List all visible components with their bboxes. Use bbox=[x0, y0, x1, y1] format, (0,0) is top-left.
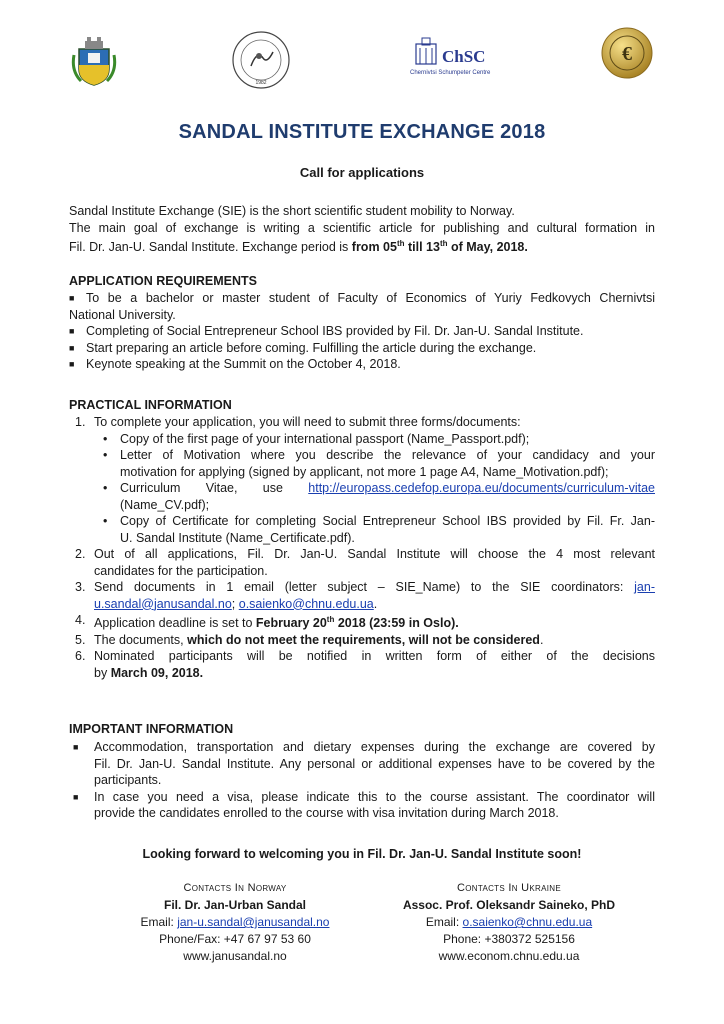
doc-bullet-cont: motivation for applying (signed by applicant, not more 1 page A4, Name_Motivation.pdf); bbox=[120, 464, 609, 479]
doc-bullet: • Curriculum Vitae, use http://europass.cedefop.europa.eu/documents/curriculum-vitae bbox=[103, 481, 655, 495]
practical-item-5: 5. The documents, which do not meet the requirements, will not be considered. bbox=[75, 632, 544, 647]
intro-text: Fil. Dr. Jan-U. Sandal Institute. Exchange period is bbox=[69, 240, 352, 255]
practical-heading: PRACTICAL INFORMATION bbox=[69, 398, 232, 412]
contact-phone: Phone/Fax: +47 67 97 53 60 bbox=[159, 932, 311, 946]
svg-text:1982: 1982 bbox=[255, 80, 267, 86]
contacts-norway-heading: Contacts In Norway bbox=[183, 882, 287, 894]
page-title: SANDAL INSTITUTE EXCHANGE 2018 bbox=[178, 121, 546, 143]
important-item-cont: participants. bbox=[94, 773, 162, 787]
chsc-subtext: Chernivtsi Schumpeter Centre bbox=[410, 70, 491, 76]
email-link-norway[interactable]: u.sandal@janusandal.no bbox=[94, 596, 232, 611]
email-link-ukraine[interactable]: o.saienko@chnu.edu.ua bbox=[238, 596, 374, 611]
practical-item-2: 2. Out of all applications, Fil. Dr. Jan-U. Sandal Institute will choose the 4 most relevant bbox=[75, 547, 655, 561]
europass-link[interactable]: http://europass.cedefop.europa.eu/documents/curriculum-vitae bbox=[308, 481, 655, 495]
chsc-text: ChSC bbox=[442, 47, 486, 66]
intro-line-3 bbox=[69, 236, 655, 256]
doc-bullet-cont: (Name_CV.pdf); bbox=[120, 497, 210, 512]
contact-email-row: Email: o.saienko@chnu.edu.ua bbox=[425, 915, 593, 929]
important-item: ■ In case you need a visa, please indicate this to the course assistant. The coordinator will bbox=[73, 789, 655, 804]
svg-text:€: € bbox=[622, 43, 632, 65]
practical-item-3-cont: u.sandal@janusandal.no; o.saienko@chnu.edu.ua. bbox=[94, 596, 378, 611]
important-item-cont: provide the candidates enrolled to the course with visa invitation during March 2018. bbox=[94, 806, 559, 820]
requirement-item: ■ Completing of Social Entrepreneur School IBS provided by Fil. Dr. Jan-U. Sandal Institute. bbox=[69, 324, 584, 338]
practical-list bbox=[69, 414, 655, 681]
requirement-item: ■ To be a bachelor or master student of Faculty of Economics of Yuriy Fedkovych Chernivtsi bbox=[69, 291, 655, 305]
contact-name: Assoc. Prof. Oleksandr Saineko, PhD bbox=[402, 898, 616, 912]
chsc-logo bbox=[410, 36, 510, 85]
contacts-ukraine bbox=[379, 880, 639, 965]
requirements-heading: APPLICATION REQUIREMENTS bbox=[69, 274, 257, 288]
contact-email-link[interactable]: jan-u.sandal@janusandal.no bbox=[177, 915, 330, 929]
requirement-item: ■ Start preparing an article before coming. Fulfilling the article during the exchange. bbox=[69, 340, 537, 355]
requirements-list bbox=[69, 290, 655, 373]
closing-line: Looking forward to welcoming you in Fil. Dr. Jan-U. Sandal Institute soon! bbox=[142, 847, 582, 861]
contact-email-row: Email: jan-u.sandal@janusandal.no bbox=[140, 915, 330, 929]
important-heading: IMPORTANT INFORMATION bbox=[69, 722, 234, 736]
intro-paragraph bbox=[69, 203, 655, 256]
important-item: ■ Accommodation, transportation and dietary expenses during the exchange are covered by bbox=[73, 740, 655, 754]
doc-bullet: • Copy of the first page of your international passport (Name_Passport.pdf); bbox=[103, 431, 530, 446]
practical-item-6: 6. Nominated participants will be notified in written form of either of the decisions bbox=[75, 649, 655, 664]
contact-phone: Phone: +380372 525156 bbox=[443, 932, 575, 946]
institute-seal-logo bbox=[231, 30, 291, 95]
doc-bullet: • Copy of Certificate for completing Social Entrepreneur School IBS provided by Fil. Fr. Jan- bbox=[103, 514, 655, 528]
doc-bullet-cont: U. Sandal Institute (Name_Certificate.pdf). bbox=[120, 530, 355, 545]
page-subtitle: Call for applications bbox=[299, 165, 425, 180]
practical-item-3: 3. Send documents in 1 email (letter subject – SIE_Name) to the SIE coordinators: jan- bbox=[75, 580, 655, 594]
contact-email-link[interactable]: o.saienko@chnu.edu.ua bbox=[462, 915, 593, 929]
requirement-item: ■ Keynote speaking at the Summit on the October 4, 2018. bbox=[69, 357, 401, 371]
practical-item-2-cont: candidates for the participation. bbox=[94, 563, 268, 578]
contact-website: www.janusandal.no bbox=[183, 949, 287, 963]
contacts-norway bbox=[105, 880, 365, 965]
exchange-period: from 05th till 13th of May, 2018. bbox=[351, 239, 528, 255]
intro-line-1: Sandal Institute Exchange (SIE) is the short scientific student mobility to Norway. bbox=[69, 204, 515, 218]
contacts-ukraine-heading: Contacts In Ukraine bbox=[457, 882, 561, 894]
practical-item-6-cont: by March 09, 2018. bbox=[94, 665, 204, 680]
requirement-item-cont: National University. bbox=[69, 307, 176, 322]
practical-item-1: 1. To complete your application, you will need to submit three forms/documents: bbox=[75, 415, 521, 429]
university-gold-logo bbox=[601, 27, 653, 84]
contact-name: Fil. Dr. Jan-Urban Sandal bbox=[163, 898, 307, 912]
contact-website: www.econom.chnu.edu.ua bbox=[438, 949, 580, 963]
practical-item-4: 4. Application deadline is set to February 20th 2018 (23:59 in Oslo). bbox=[75, 613, 459, 631]
coat-of-arms-logo bbox=[71, 35, 117, 92]
email-link-norway[interactable]: jan- bbox=[634, 580, 655, 594]
important-list bbox=[69, 739, 655, 822]
intro-line-2: The main goal of exchange is writing a scientific article for publishing and cultural formation in bbox=[69, 220, 655, 235]
doc-bullet: • Letter of Motivation where you describe the relevance of your candidacy and your bbox=[103, 448, 655, 462]
important-item-cont: Fil. Dr. Jan-U. Sandal Institute. Any personal or additional expenses have to be covered by the bbox=[94, 756, 655, 771]
